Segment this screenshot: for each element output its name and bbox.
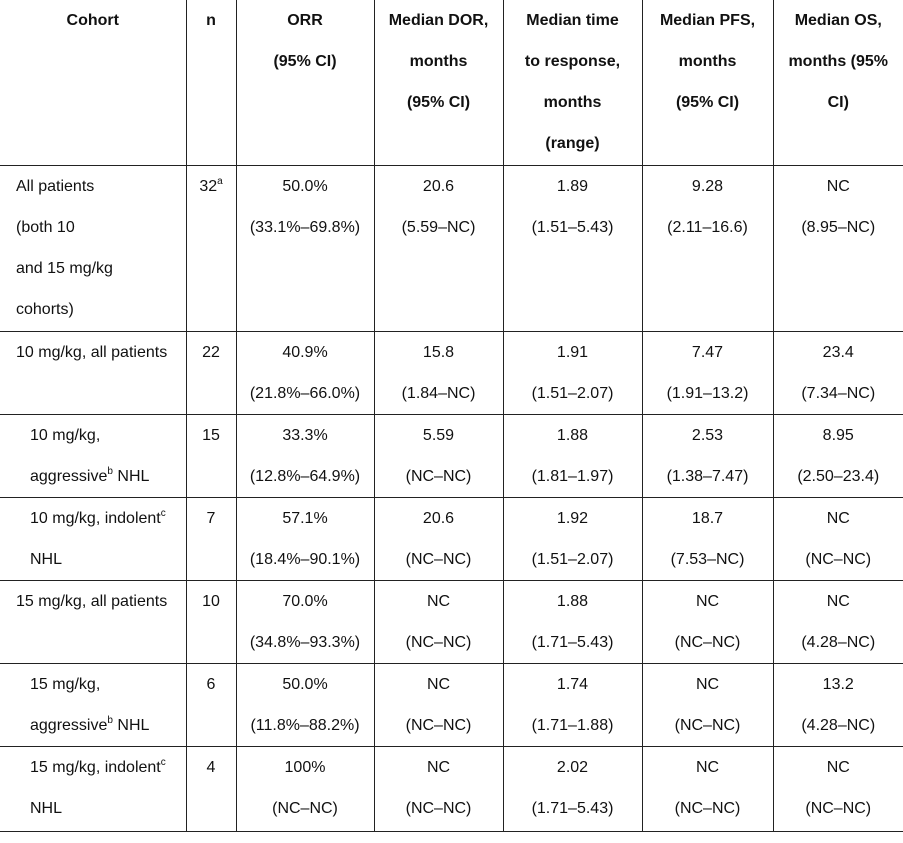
dor-cell: 20.6 (5.59–NC) [374,166,503,332]
ttr-cell: 2.02 (1.71–5.43) [503,747,642,832]
col-header-os: Median OS, months (95% CI) [773,0,903,166]
n-cell: 7 [186,498,236,581]
pfs-cell: NC (NC–NC) [642,747,773,832]
cohort-cell: All patients (both 10 and 15 mg/kg cohorts) [0,166,186,332]
ttr-cell: 1.88 (1.81–1.97) [503,415,642,498]
os-cell: NC (NC–NC) [773,498,903,581]
os-cell: 13.2 (4.28–NC) [773,664,903,747]
os-cell: 8.95 (2.50–23.4) [773,415,903,498]
orr-cell: 33.3% (12.8%–64.9%) [236,415,374,498]
dor-cell: 5.59 (NC–NC) [374,415,503,498]
col-header-pfs: Median PFS, months (95% CI) [642,0,773,166]
col-header-orr: ORR (95% CI) [236,0,374,166]
cohort-cell: 10 mg/kg, all patients [0,332,186,415]
os-cell: 23.4 (7.34–NC) [773,332,903,415]
col-header-n: n [186,0,236,166]
ttr-cell: 1.74 (1.71–1.88) [503,664,642,747]
n-cell: 6 [186,664,236,747]
col-header-dor: Median DOR, months (95% CI) [374,0,503,166]
table-row [0,664,903,747]
orr-cell: 50.0% (11.8%–88.2%) [236,664,374,747]
table-row [0,747,903,832]
os-cell: NC (4.28–NC) [773,581,903,664]
orr-cell: 40.9% (21.8%–66.0%) [236,332,374,415]
dor-cell: NC (NC–NC) [374,581,503,664]
table-row [0,581,903,664]
ttr-cell: 1.91 (1.51–2.07) [503,332,642,415]
pfs-cell: NC (NC–NC) [642,664,773,747]
table-row [0,332,903,415]
pfs-cell: 7.47 (1.91–13.2) [642,332,773,415]
ttr-cell: 1.89 (1.51–5.43) [503,166,642,332]
table-row [0,166,903,332]
n-cell: 10 [186,581,236,664]
os-cell: NC (NC–NC) [773,747,903,832]
orr-cell: 57.1% (18.4%–90.1%) [236,498,374,581]
n-cell: 15 [186,415,236,498]
orr-cell: 70.0% (34.8%–93.3%) [236,581,374,664]
pfs-cell: NC (NC–NC) [642,581,773,664]
n-cell: 32$^a$ [186,166,236,332]
cohort-cell: 15 mg/kg, indolent$^c$ NHL [0,747,186,832]
table-row [0,498,903,581]
dor-cell: 15.8 (1.84–NC) [374,332,503,415]
orr-cell: 100% (NC–NC) [236,747,374,832]
pfs-cell: 2.53 (1.38–7.47) [642,415,773,498]
orr-cell: 50.0% (33.1%–69.8%) [236,166,374,332]
dor-cell: 20.6 (NC–NC) [374,498,503,581]
dor-cell: NC (NC–NC) [374,747,503,832]
cohort-cell: 15 mg/kg, aggressive$^b$ NHL [0,664,186,747]
pfs-cell: 9.28 (2.11–16.6) [642,166,773,332]
col-header-cohort: Cohort [0,0,186,166]
cohort-cell: 10 mg/kg, aggressive$^b$ NHL [0,415,186,498]
dor-cell: NC (NC–NC) [374,664,503,747]
ttr-cell: 1.92 (1.51–2.07) [503,498,642,581]
n-cell: 4 [186,747,236,832]
cohort-cell: 15 mg/kg, all patients [0,581,186,664]
header-row [0,0,903,166]
pfs-cell: 18.7 (7.53–NC) [642,498,773,581]
cohort-cell: 10 mg/kg, indolent$^c$ NHL [0,498,186,581]
n-cell: 22 [186,332,236,415]
os-cell: NC (8.95–NC) [773,166,903,332]
table-row [0,415,903,498]
ttr-cell: 1.88 (1.71–5.43) [503,581,642,664]
col-header-ttr: Median time to response, months (range) [503,0,642,166]
